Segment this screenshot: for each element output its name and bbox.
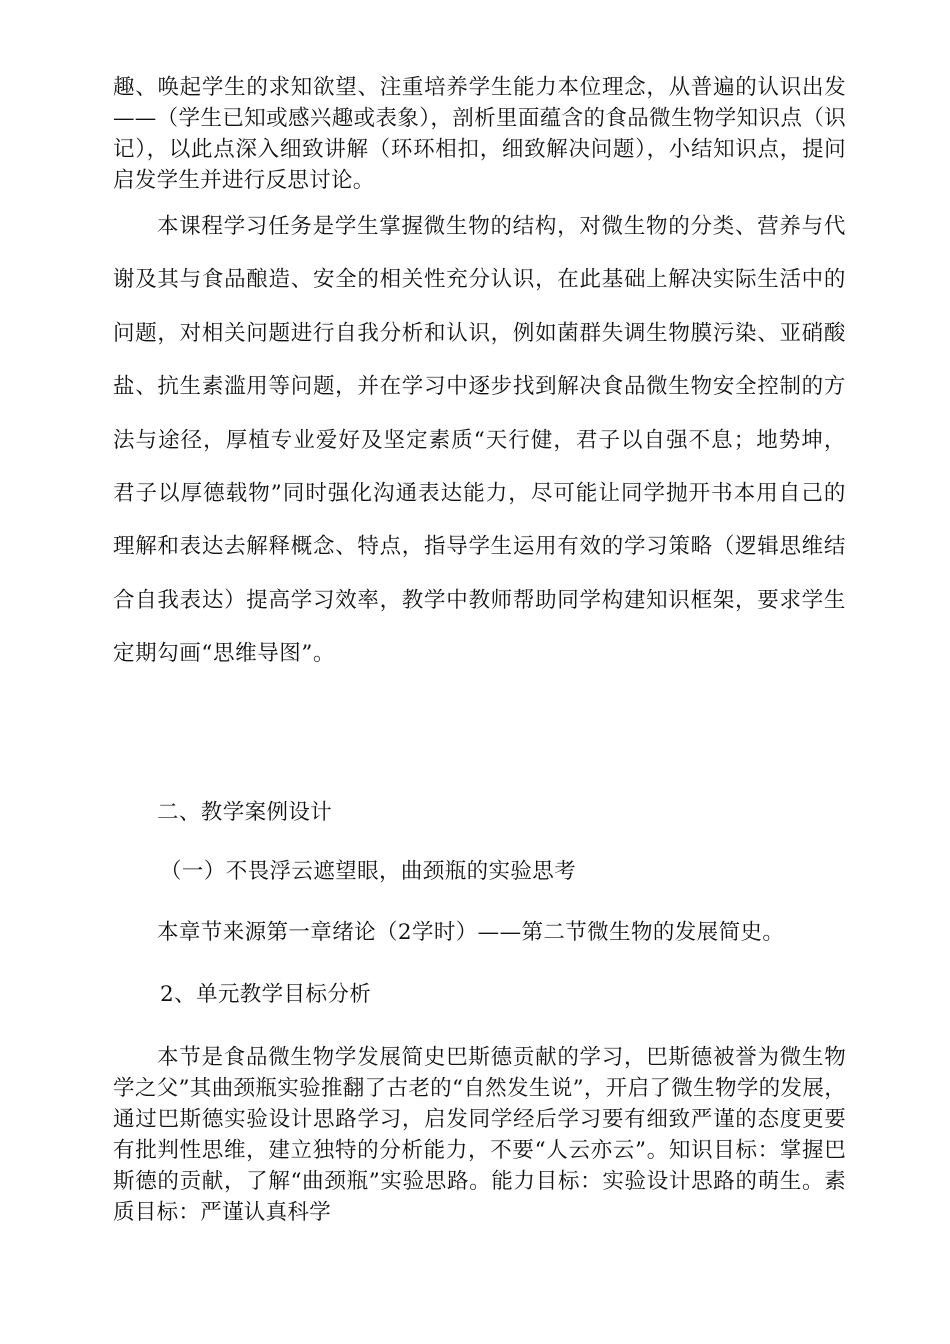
paragraph-pasteur-contribution: 本节是食品微生物学发展简史巴斯德贡献的学习，巴斯德被誉为微生物学之父”其曲颈瓶实验推翻了古老的“自然发生说”，开启了微生物学的发展，通过巴斯德实验设计思路学习，启发同学经后学习要有细致严谨的态度更要有批判性思维，建立独特的分析能力，不要“人云亦云”。知识目标：掌握巴斯德的贡献，了解“曲颈瓶”实验思路。能力目标：实验设计思路的萌生。素质目标：严谨认真科学 (113, 1045, 846, 1225)
heading-case-swan-neck-flask: （一）不畏浮云遮望眼，曲颈瓶的实验思考 (160, 859, 577, 884)
chapter-source-line: 本章节来源第一章绪论（2学时）——第二节微生物的发展简史。 (157, 920, 785, 945)
paragraph-learning-tasks: 本课程学习任务是学生掌握微生物的结构，对微生物的分类、营养与代谢及其与食品酿造、安全的相关性充分认识，在此基础上解决实际生活中的问题，对相关问题进行自我分析和认识，例如菌群失调生物膜污染、亚硝酸盐、抗生素滥用等问题，并在学习中逐步找到解决食品微生物安全控制的方法与途径，厚植专业爱好及坚定素质“天行健，君子以自强不息；地势坤，君子以厚德载物”同时强化沟通表达能力，尽可能让同学抛开书本用自己的理解和表达去解释概念、特点，指导学生运用有效的学习策略（逻辑思维结合自我表达）提高学习效率，教学中教师帮助同学构建知识框架，要求学生定期勾画“思维导图”。 (113, 214, 846, 667)
heading-unit-teaching-goals: 2、单元教学目标分析 (160, 982, 372, 1007)
heading-section-teaching-case-design: 二、教学案例设计 (157, 800, 333, 825)
paragraph-teaching-approach: 趣、唤起学生的求知欲望、注重培养学生能力本位理念，从普遍的认识出发——（学生已知或感兴趣或表象），剖析里面蕴含的食品微生物学知识点（识记），以此点深入细致讲解（环环相扣，细致解决问题），小结知识点，提问启发学生并进行反思讨论。 (113, 75, 846, 193)
